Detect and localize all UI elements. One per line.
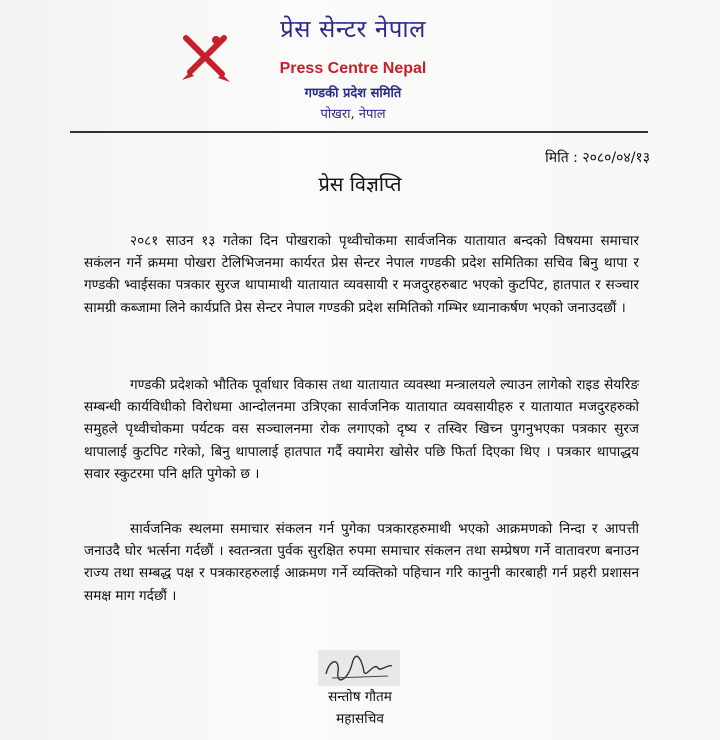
signatory-role: महासचिव <box>336 711 384 727</box>
body-paragraph: २०८१ साउन १३ गतेका दिन पोखराको पृथ्वीचोकमा सार्वजनिक यातायात बन्दको विषयमा समाचार सकंलन गर्ने क्रममा पोखरा टेलिभिजनमा कार्यरत प्रेस सेन्टर नेपाल गण्डकी प्रदेश समितिका सचिव बिनु थापा र गण्डकी भ्वाईसका पत्रकार सुरज थापामाथी यातायात व्यवसायी र मजदुरहरुबाट भएको कुटपिट, हातपात र सञ्चार सामग्री कब्जामा लिने कार्यप्रति प्रेस सेन्टर नेपाल गण्डकी प्रदेश समितिको गम्भिर ध्यानाकर्षण भएको जनाउदछौं । <box>84 233 639 316</box>
org-name-nepali: प्रेस सेन्टर नेपाल <box>280 15 426 43</box>
body-paragraph: गण्डकी प्रदेशको भौतिक पूर्वाधार विकास तथा यातायात व्यवस्था मन्त्रालयले ल्याउन लागेको राइड सेयरिङ सम्बन्धी कार्यविधीको विरोधमा आन्दोलनमा उत्रिएका सार्वजनिक यातायात व्यवसायीहरु र यातायात मजदुरहरुको समुहले पृथ्वीचोकमा पर्यटक वस सञ्चालनमा रोक लगाएको दृष्य र तस्विर खिच्न पुगनुभएका पत्रकार सुरज थापालाई कुटपिट गरेको, बिनु थापालाई हातपात गर्दै क्यामेरा खोसेर पछि फिर्ता दिएका थिए । पत्रकार थापाद्धय सवार स्कुटरमा पनि क्षति पुगेको छ । <box>84 377 639 482</box>
document-title: प्रेस विज्ञप्ति <box>318 172 402 196</box>
body-paragraph: सार्वजनिक स्थलमा समाचार संकलन गर्न पुगेका पत्रकारहरुमाथी भएको आक्रमणको निन्दा र आपत्ती जनाउदै घोर भर्त्सना गर्दछौं । स्वतन्त्रता पुर्वक सुरक्षित रुपमा समाचार संकलन तथा सम्प्रेषण गर्ने वातावरण बनाउन राज्य तथा सम्बद्ध पक्ष र पत्रकारहरुलाई आक्रमण गर्ने व्यक्तिको पहिचान गरि कानुनी कारबाही गर्न प्रहरी प्रशासन समक्ष माग गर्दछौं । <box>84 521 639 604</box>
org-name-english: Press Centre Nepal <box>279 60 427 77</box>
document-date: मिति : २०८०/०४/१३ <box>545 150 650 166</box>
committee-name: गण्डकी प्रदेश समिति <box>304 86 402 101</box>
org-location: पोखरा, नेपाल <box>320 107 386 122</box>
handwritten-signature <box>318 650 400 686</box>
signatory-name: सन्तोष गौतम <box>328 689 392 705</box>
header-divider <box>70 131 648 133</box>
crossed-pens-icon <box>178 32 234 84</box>
